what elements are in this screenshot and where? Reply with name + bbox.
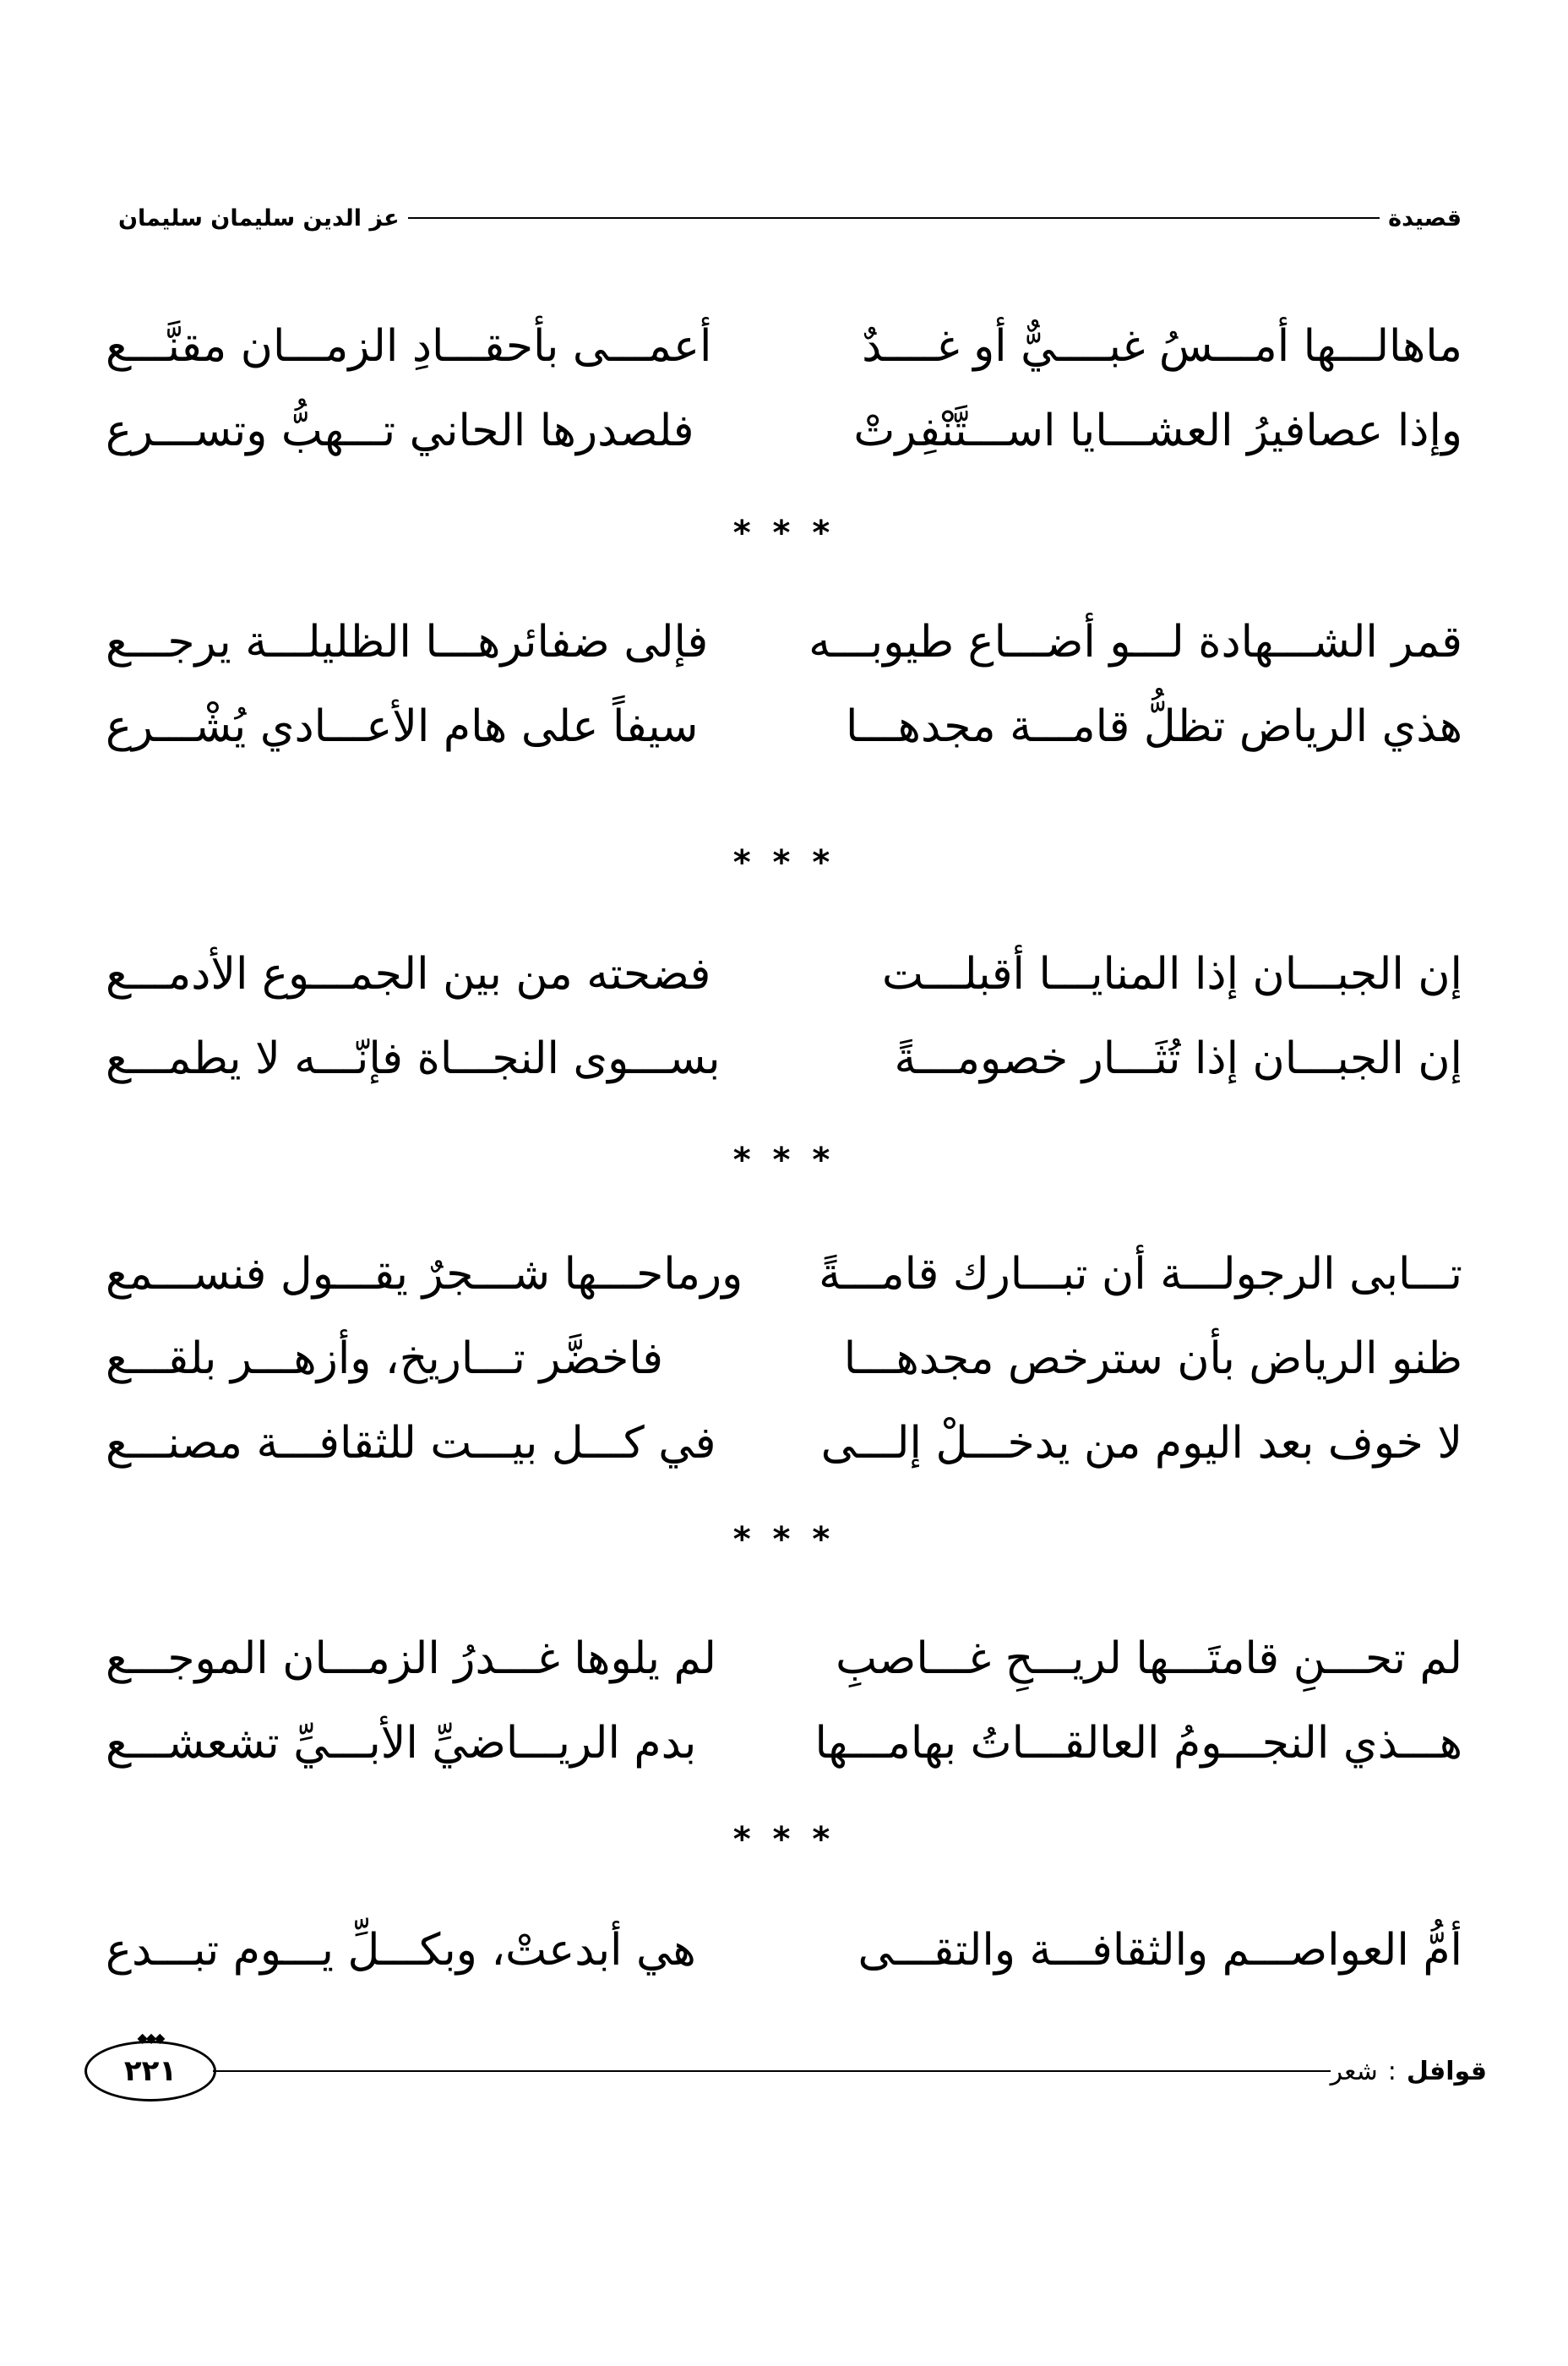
verse-first-hemistich: إن الجبـــان إذا المنايـــا أقبلـــت bbox=[882, 949, 1462, 1000]
verse-second-hemistich: في كـــل بيـــت للثقافـــة مصنـــع bbox=[106, 1418, 716, 1469]
ornament-icon: ◆◆◆ bbox=[137, 2030, 164, 2046]
verse-first-hemistich: ماهالـــها أمـــسُ غبــــيٌّ أو غــــدٌ bbox=[862, 321, 1462, 372]
stanza-separator: * * * bbox=[732, 1141, 836, 1180]
page-header bbox=[118, 193, 1462, 243]
verse-second-hemistich: فاخضَّر تـــاريخ، وأزهـــر بلقـــع bbox=[106, 1333, 664, 1384]
verse-line bbox=[0, 604, 1568, 680]
verse-line bbox=[0, 393, 1568, 469]
page-number: ٢٢١ bbox=[123, 2054, 177, 2088]
footer-separator: : bbox=[1387, 2056, 1396, 2086]
verse-second-hemistich: بســـوى النجـــاة فإنّـــه لا يطمـــع bbox=[106, 1033, 721, 1084]
verse-line bbox=[0, 1405, 1568, 1481]
verse-line bbox=[0, 1621, 1568, 1697]
verse-first-hemistich: أمُّ العواصـــم والثقافـــة والتقـــى bbox=[858, 1925, 1462, 1976]
footer-genre: شعر bbox=[1330, 2056, 1378, 2086]
footer-rule bbox=[213, 2070, 1331, 2072]
verse-second-hemistich: بدم الريـــاضيِّ الأبـــيِّ تشعشـــع bbox=[106, 1718, 697, 1769]
verse-line bbox=[0, 1021, 1568, 1097]
verse-line bbox=[0, 1236, 1568, 1312]
verse-second-hemistich: أعمـــى بأحقـــادِ الزمـــان مقنَّـــع bbox=[106, 321, 712, 372]
verse-first-hemistich: قمر الشـــهادة لـــو أضـــاع طيوبـــه bbox=[808, 617, 1462, 668]
verse-line bbox=[0, 308, 1568, 384]
stanza-separator: * * * bbox=[732, 514, 836, 553]
verse-line bbox=[0, 1912, 1568, 1988]
verse-second-hemistich: لم يلوها غـــدرُ الزمـــان الموجـــع bbox=[106, 1633, 716, 1684]
verse-first-hemistich: ظنو الرياض بأن سترخص مجدهـــا bbox=[843, 1333, 1462, 1384]
verse-first-hemistich: لا خوف بعد اليوم من يدخـــلْ إلـــى bbox=[820, 1418, 1462, 1469]
verse-second-hemistich: فإلى ضفائرهـــا الظليلـــة يرجـــع bbox=[106, 617, 709, 668]
verse-line bbox=[0, 936, 1568, 1012]
verse-second-hemistich: هي أبدعتْ، وبكـــلِّ يـــوم تبـــدع bbox=[106, 1925, 696, 1976]
stanza-separator: * * * bbox=[732, 1820, 836, 1859]
header-title: قصيدة bbox=[1388, 204, 1462, 232]
verse-first-hemistich: تـــابى الرجولـــة أن تبـــارك قامـــةً bbox=[819, 1249, 1462, 1300]
page-footer bbox=[84, 2030, 1487, 2109]
verse-second-hemistich: ورماحـــها شـــجرٌ يقـــول فنســـمع bbox=[106, 1249, 743, 1300]
verse-line bbox=[0, 689, 1568, 765]
verse-second-hemistich: فلصدرها الحاني تـــهبُّ وتســـرع bbox=[106, 406, 694, 456]
page-number-badge bbox=[84, 2030, 216, 2102]
verse-first-hemistich: إن الجبـــان إذا تُثَـــار خصومـــةً bbox=[894, 1033, 1462, 1084]
footer-book-title: قوافل bbox=[1406, 2056, 1487, 2086]
verse-line bbox=[0, 1321, 1568, 1397]
stanza-separator: * * * bbox=[732, 1520, 836, 1559]
verse-second-hemistich: سيفاً على هام الأعـــادي يُشْـــرع bbox=[106, 701, 699, 752]
verse-first-hemistich: هذي الرياض تظلُّ قامـــة مجدهـــا bbox=[845, 701, 1462, 752]
verse-first-hemistich: وإذا عصافيرُ العشـــايا اســـتَّنْفِرتْ bbox=[853, 406, 1462, 456]
verse-line bbox=[0, 1705, 1568, 1781]
header-rule bbox=[408, 217, 1380, 219]
stanza-separator: * * * bbox=[732, 843, 836, 882]
verse-second-hemistich: فضحته من بين الجمـــوع الأدمـــع bbox=[106, 949, 711, 1000]
header-author: عز الدين سليمان سليمان bbox=[118, 204, 400, 232]
verse-first-hemistich: لم تحـــنِ قامتَـــها لريـــحِ غـــاصبِ bbox=[836, 1633, 1462, 1684]
verse-first-hemistich: هـــذي النجـــومُ العالقـــاتُ بهامـــها bbox=[814, 1718, 1462, 1769]
